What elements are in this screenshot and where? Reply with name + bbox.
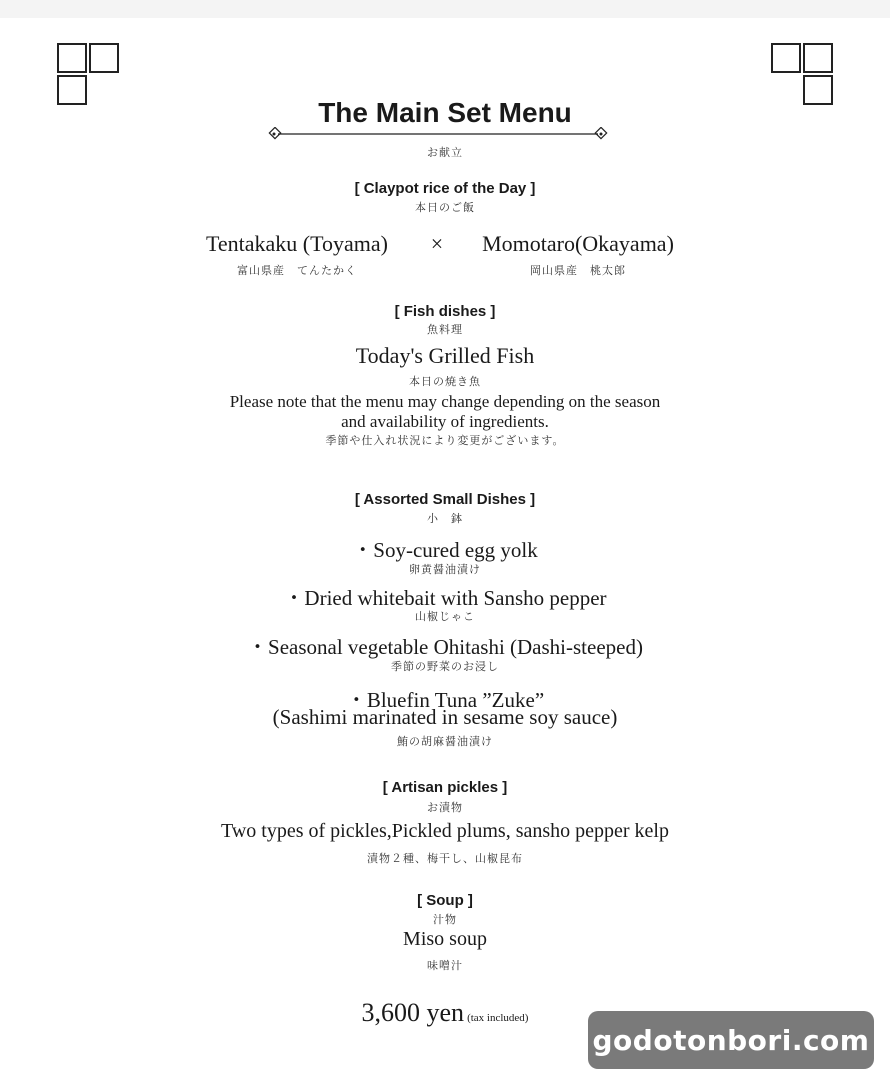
- soup-heading-jp: 汁物: [433, 913, 457, 926]
- pickles-heading: [ Artisan pickles ]: [382, 779, 508, 796]
- pickles-heading-jp: お漬物: [427, 801, 463, 814]
- list-item: ・Dried whitebait with Sansho pepper: [283, 586, 607, 610]
- small-dishes-heading: [ Assorted Small Dishes ]: [354, 491, 536, 508]
- pickles-dish: Two types of pickles,Pickled plums, sansho pepper kelp: [221, 820, 669, 842]
- list-item: ・Bluefin Tuna ”Zuke”: [345, 688, 545, 712]
- fish-dish-jp: 本日の焼き魚: [409, 375, 481, 388]
- soup-dish: Miso soup: [403, 928, 487, 950]
- list-item-jp: 鮪の胡麻醤油漬け: [397, 735, 493, 748]
- list-item-line2: (Sashimi marinated in sesame soy sauce): [272, 705, 618, 729]
- list-item-jp: 季節の野菜のお浸し: [391, 660, 499, 673]
- fish-heading-jp: 魚料理: [427, 323, 463, 336]
- price-tax-note: (tax included): [467, 1012, 529, 1024]
- list-item: ・Soy-cured egg yolk: [352, 538, 538, 562]
- fish-dish: Today's Grilled Fish: [355, 343, 535, 368]
- rice-right-jp: 岡山県産 桃太郎: [530, 264, 626, 277]
- rice-right-name: Momotaro(Okayama): [482, 231, 674, 256]
- list-item-jp: 卵黄醤油漬け: [409, 563, 481, 576]
- rice-separator: ×: [430, 231, 444, 256]
- soup-heading: [ Soup ]: [417, 892, 473, 909]
- pickles-dish-jp: 漬物２種、梅干し、山椒昆布: [367, 852, 523, 865]
- rice-left-name: Tentakaku (Toyama): [205, 231, 388, 256]
- title-divider-ornament: [268, 127, 608, 141]
- fish-note-line2: and availability of ingredients.: [341, 412, 549, 431]
- soup-dish-jp: 味噌汁: [427, 959, 463, 972]
- rice-left-jp: 富山県産 てんたかく: [237, 264, 357, 277]
- page-subtitle-jp: お献立: [427, 146, 463, 159]
- fish-note-jp: 季節や仕入れ状況により変更がございます。: [325, 434, 565, 447]
- fish-heading: [ Fish dishes ]: [394, 303, 496, 320]
- rice-heading: [ Claypot rice of the Day ]: [354, 180, 536, 197]
- top-band: [0, 0, 890, 18]
- fish-note-line1: Please note that the menu may change depending on the season: [229, 392, 661, 411]
- site-watermark: godotonbori.com: [588, 1011, 874, 1069]
- list-item-jp: 山椒じゃこ: [415, 610, 475, 623]
- page-title: The Main Set Menu: [318, 97, 572, 128]
- small-dishes-heading-jp: 小 鉢: [427, 512, 463, 525]
- price-amount: 3,600 yen: [361, 998, 465, 1027]
- list-item: ・Seasonal vegetable Ohitashi (Dashi-steeped): [247, 635, 643, 659]
- rice-heading-jp: 本日のご飯: [415, 201, 475, 214]
